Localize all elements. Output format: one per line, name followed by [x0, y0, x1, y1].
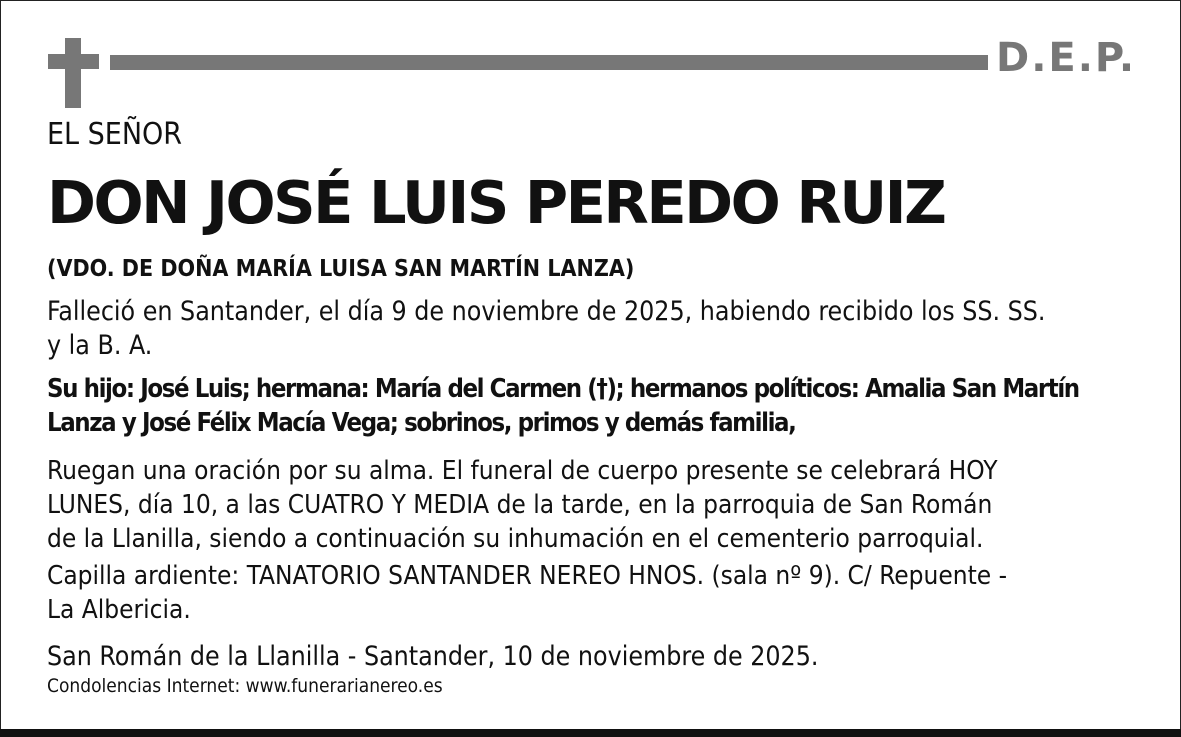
honorific: EL SEÑOR: [47, 117, 183, 152]
widower-line: (VDO. DE DOÑA MARÍA LUISA SAN MARTÍN LANZA): [47, 256, 635, 282]
funeral-line-3: de la Llanilla, siendo a continuación su inhumación en el cementerio parroquial.: [47, 524, 984, 554]
family-line-2: Lanza y José Félix Macía Vega; sobrinos, primos y demás familia,: [47, 408, 796, 438]
header-rule: [110, 55, 988, 70]
funeral-line-5: La Albericia.: [47, 595, 191, 625]
place-date: San Román de la Llanilla - Santander, 10 de noviembre de 2025.: [47, 641, 819, 672]
family-line-1: Su hijo: José Luis; hermana: María del Carmen (†); hermanos políticos: Amalia San Martín: [47, 374, 1079, 404]
condolences-link: Condolencias Internet: www.funerarianereo.es: [47, 675, 443, 697]
death-line-1: Falleció en Santander, el día 9 de noviembre de 2025, habiendo recibido los SS. SS.: [47, 296, 1046, 327]
deceased-name: DON JOSÉ LUIS PEREDO RUIZ: [47, 168, 945, 237]
cross-icon: [48, 38, 99, 108]
funeral-line-2: LUNES, día 10, a las CUATRO Y MEDIA de la tarde, en la parroquia de San Román: [47, 490, 993, 520]
dep-label: D.E.P.: [996, 35, 1137, 81]
bottom-rule: [0, 729, 1181, 737]
funeral-line-1: Ruegan una oración por su alma. El funeral de cuerpo presente se celebrará HOY: [47, 456, 998, 486]
funeral-line-4: Capilla ardiente: TANATORIO SANTANDER NEREO HNOS. (sala nº 9). C/ Repuente -: [47, 561, 1008, 591]
death-line-2: y la B. A.: [47, 330, 153, 361]
